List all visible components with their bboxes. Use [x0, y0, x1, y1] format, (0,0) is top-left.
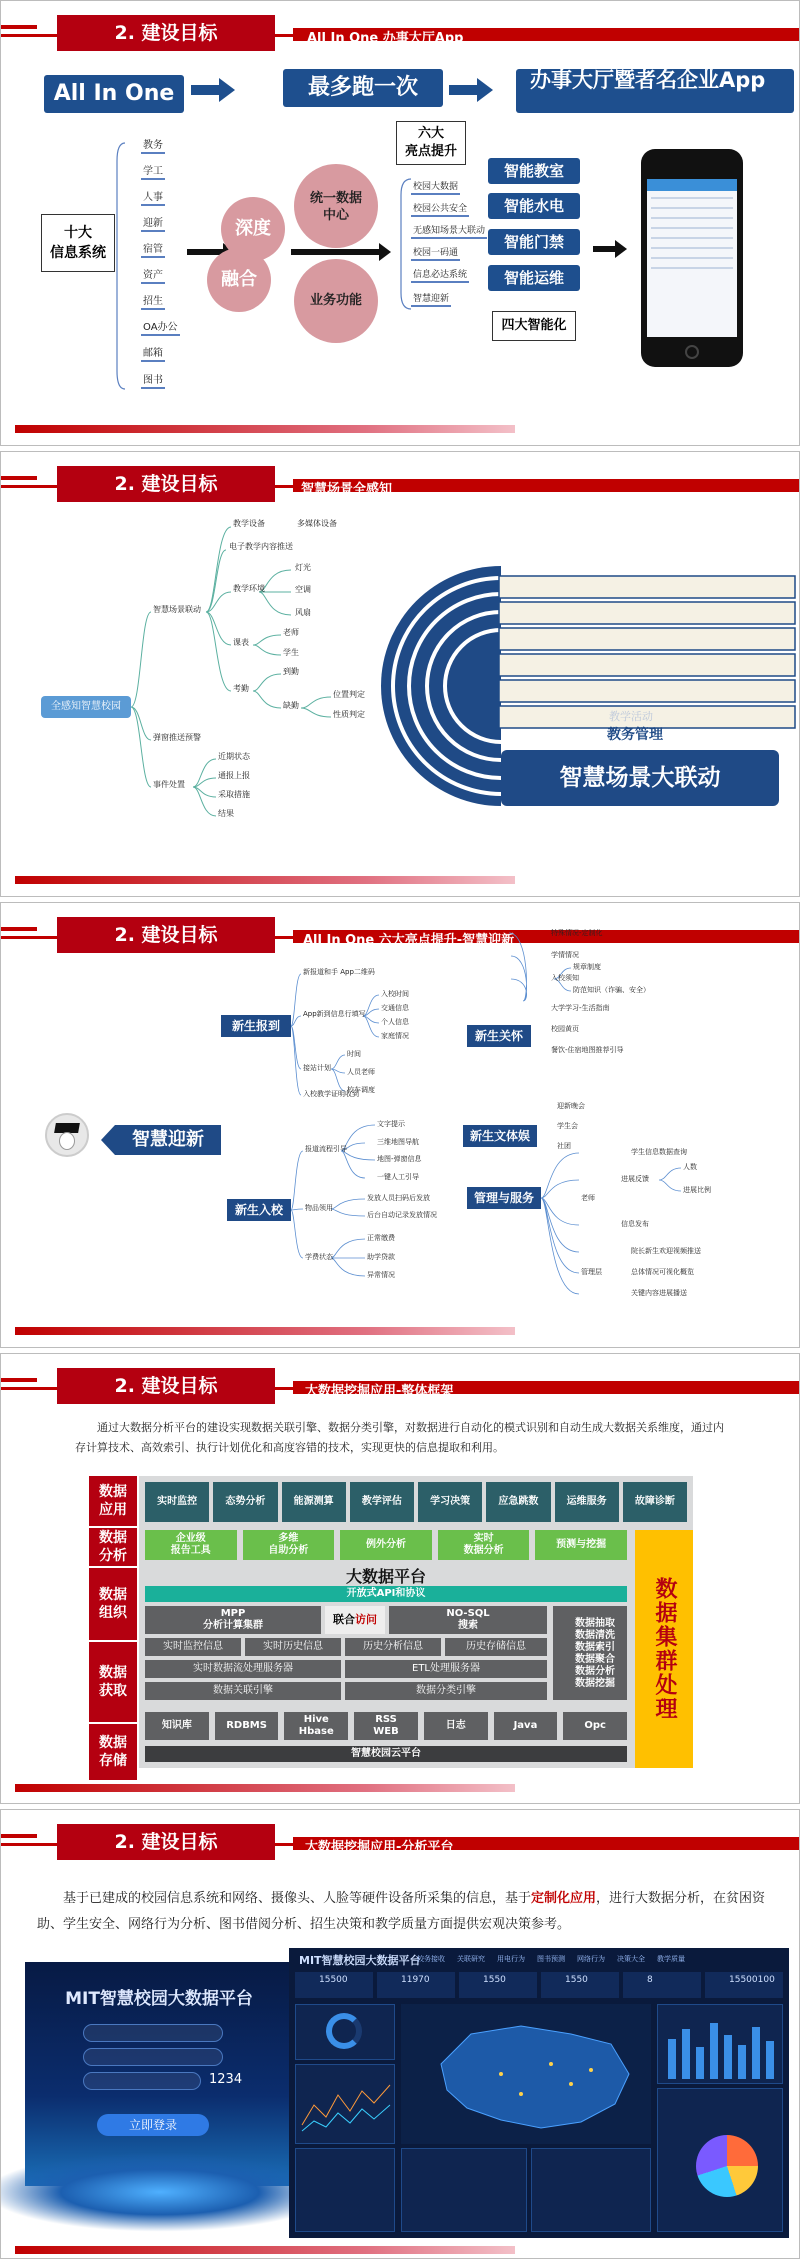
- stat-card: 15500: [295, 1972, 373, 1998]
- circle-data-center: 统一数据 中心: [294, 164, 378, 248]
- smart-item: 智能运维: [488, 265, 580, 291]
- dash-table: [531, 2148, 651, 2232]
- mm-node: 关键内容进展播送: [631, 1289, 687, 1297]
- header-deco: [1, 1834, 37, 1838]
- mm-node: 进展反馈: [621, 1175, 649, 1183]
- mm-node: 新报道和手 App二维码: [303, 968, 375, 976]
- row-label: 数据 获取: [89, 1642, 137, 1722]
- login-screenshot: [25, 1962, 293, 2186]
- mm-node: 餐饮-住宿地图推荐引导: [551, 1046, 624, 1054]
- api-bar: 开放式API和协议: [145, 1586, 627, 1602]
- dash-nav-item[interactable]: 校务接收: [417, 1955, 445, 1963]
- row-label: 数据 存储: [89, 1724, 137, 1780]
- flow-step-2: 最多跑一次: [283, 69, 443, 107]
- arrow-head-icon: [477, 78, 493, 102]
- dash-title: MIT智慧校园大数据平台: [299, 1954, 421, 1967]
- mm-node: 时间: [347, 1050, 361, 1058]
- mm-node: 电子教学内容推送: [229, 542, 293, 551]
- donut-chart: [326, 2013, 362, 2049]
- smart-item: 智能教室: [488, 158, 580, 184]
- slide-subtitle: All In One 办事大厅App: [307, 31, 464, 46]
- process-item: 数据索引: [575, 1642, 615, 1653]
- dash-panel: [657, 2004, 783, 2084]
- flow-step-1: All In One: [44, 75, 184, 113]
- mm-node: 家庭情况: [381, 1032, 409, 1040]
- mm-node: 正常缴费: [367, 1234, 395, 1242]
- system-item: 宿管: [141, 240, 165, 258]
- mm-node: 到勤: [283, 667, 299, 676]
- footer-bar: [15, 1327, 515, 1335]
- storage-cell: Hive Hbase: [284, 1712, 348, 1740]
- slide-title: 2. 建设目标: [57, 1824, 275, 1860]
- mm-node: 老师: [581, 1194, 595, 1202]
- dash-nav-item[interactable]: 用电行为: [497, 1955, 525, 1963]
- acq-cell: 实时监控信息: [145, 1638, 241, 1656]
- row-label: 数据 分析: [89, 1528, 137, 1566]
- mm-node: 后台自动记录发放情况: [367, 1211, 437, 1219]
- center-node: 智慧迎新: [115, 1125, 221, 1155]
- mindmap-lines: [1, 452, 401, 897]
- intro-part: 基于已建成的校园信息系统和网络、摄像头、人脸等硬件设备所采集的信息，基于: [63, 1891, 532, 1906]
- mm-node: 近期状态: [218, 752, 250, 761]
- mindmap-root: 全感知智慧校园: [41, 696, 131, 718]
- analysis-cell: 预测与挖掘: [535, 1530, 627, 1560]
- slide-subtitle: All In One 六大亮点提升-智慧迎新: [303, 933, 515, 948]
- storage-cell: Java: [494, 1712, 558, 1740]
- slide-1: [0, 0, 800, 446]
- mm-node: 结果: [218, 809, 234, 818]
- mm-node: 教学环境: [233, 584, 265, 593]
- acq-cell: ETL处理服务器: [345, 1660, 547, 1678]
- dash-nav-item[interactable]: 关联研究: [457, 1955, 485, 1963]
- slide-title: 2. 建设目标: [57, 466, 275, 502]
- mm-node: 学生信息数据查询: [631, 1148, 687, 1156]
- mm-branch: 事件处置: [153, 780, 185, 789]
- federation-b: 访问: [355, 1613, 377, 1626]
- stat-card: 8: [623, 1972, 701, 1998]
- slide-title: 2. 建设目标: [57, 917, 275, 953]
- row-label: 数据 组织: [89, 1568, 137, 1640]
- highlight-item: 信息必达系统: [411, 267, 469, 283]
- map-panel: [401, 2004, 651, 2144]
- mm-node: 校车调度: [347, 1086, 375, 1094]
- arrow-icon: [593, 246, 617, 252]
- system-item: 邮箱: [141, 344, 165, 362]
- arrow-head-icon: [219, 78, 235, 102]
- mm-node: 考勤: [233, 684, 249, 693]
- platform-title: 大数据平台: [345, 1567, 426, 1586]
- mm-node: 采取措施: [218, 790, 250, 799]
- mm-node: 报道流程引导: [305, 1145, 347, 1153]
- arrow-icon: [291, 249, 381, 255]
- dash-panel: [295, 2004, 395, 2060]
- acq-cell: 历史存储信息: [445, 1638, 547, 1656]
- arrow-icon: [191, 85, 221, 95]
- smart-label: 四大智能化: [492, 311, 576, 341]
- mm-node: 规章制度: [573, 963, 601, 971]
- analysis-cell: 例外分析: [340, 1530, 432, 1560]
- mm-node: 学生会: [557, 1122, 578, 1130]
- login-title: MIT智慧校园大数据平台: [65, 1989, 253, 2009]
- mm-node: 灯光: [295, 563, 311, 572]
- process-item: 数据挖掘: [575, 1678, 615, 1689]
- big-linkage-box: 智慧场景大联动: [501, 750, 779, 806]
- login-button[interactable]: 立即登录: [97, 2114, 209, 2136]
- storage-cell: Opc: [563, 1712, 627, 1740]
- mm-node: 地图-弹窗信息: [377, 1155, 422, 1163]
- china-map: [401, 2004, 651, 2144]
- row-labels: [89, 1476, 137, 1804]
- mm-node: 学生: [283, 648, 299, 657]
- system-item: 人事: [141, 188, 165, 206]
- analysis-row: [145, 1530, 627, 1560]
- footer-bar: [15, 2246, 515, 2254]
- mm-node: 迎新晚会: [557, 1102, 585, 1110]
- highlight-item: 校园公共安全: [411, 201, 469, 217]
- acq-cell: 历史分析信息: [345, 1638, 441, 1656]
- intro-text: [37, 1886, 777, 1938]
- dash-panel: [295, 2064, 395, 2144]
- mm-node: 校园黄页: [551, 1025, 579, 1033]
- arrow-head-icon: [615, 240, 627, 258]
- process-item: 数据抽取: [575, 1618, 615, 1629]
- mm-node: 交通信息: [381, 1004, 409, 1012]
- app-cell: 运维服务: [555, 1482, 619, 1522]
- mm-node: 位置判定: [333, 690, 365, 699]
- highlight-item: 校园大数据: [411, 179, 460, 195]
- mm-node: 三维地图导航: [377, 1138, 419, 1146]
- system-item: 图书: [141, 371, 165, 389]
- mm-node: 入校时间: [381, 990, 409, 998]
- highlight-item: 校园一码通: [411, 245, 460, 261]
- dash-panel: [295, 2148, 395, 2232]
- mm-node: 管理层: [581, 1268, 602, 1276]
- arc-label-faint: 教学活动: [609, 710, 653, 723]
- phone-mockup: [641, 149, 743, 367]
- mm-node: 助学贷款: [367, 1253, 395, 1261]
- mm-node: 院长新生欢迎视频推送: [631, 1247, 701, 1255]
- stat-card: 11970: [377, 1972, 455, 1998]
- smart-item: 智能门禁: [488, 229, 580, 255]
- line-chart: [296, 2065, 396, 2145]
- app-cell: 教学评估: [350, 1482, 414, 1522]
- mm-node: 物品领用: [305, 1204, 333, 1212]
- storage-row: [145, 1712, 627, 1740]
- process-list: [553, 1606, 627, 1700]
- mm-node: 空调: [295, 585, 311, 594]
- group-node: 新生关怀: [467, 1025, 531, 1047]
- app-cell: 故障诊断: [623, 1482, 687, 1522]
- arc-label: 教务管理: [607, 727, 663, 743]
- acq-cell: 数据分类引擎: [345, 1682, 547, 1700]
- stat-card: 15500100: [705, 1972, 783, 1998]
- system-item: OA办公: [141, 318, 180, 336]
- mm-node: 接站计划: [303, 1064, 331, 1072]
- dash-nav-item[interactable]: 教学质量: [657, 1955, 685, 1963]
- mm-node: 大学学习-生活指南: [551, 1004, 610, 1012]
- dash-table: [401, 2148, 527, 2232]
- process-item: 数据清洗: [575, 1630, 615, 1641]
- highlight-item: 无感知场景大联动: [411, 223, 487, 239]
- mm-node: 学情情况: [551, 951, 579, 959]
- mm-node: 老师: [283, 628, 299, 637]
- system-item: 资产: [141, 266, 165, 284]
- smart-item: 智能水电: [488, 193, 580, 219]
- process-item: 数据聚合: [575, 1654, 615, 1665]
- mm-node: 信息发布: [621, 1220, 649, 1228]
- analysis-cell: 多维 自助分析: [243, 1530, 335, 1560]
- arrow-icon: [449, 85, 479, 95]
- mm-node: 人数: [683, 1163, 697, 1171]
- row-label: 数据 应用: [89, 1476, 137, 1526]
- app-cell: 学习决策: [418, 1482, 482, 1522]
- slide-subtitle: 大数据挖掘应用-分析平台: [305, 1840, 454, 1855]
- cloud-bar: 智慧校园云平台: [145, 1746, 627, 1762]
- stat-card: 1550: [459, 1972, 537, 1998]
- group-node: 新生报到: [221, 1015, 291, 1037]
- highlight-item: 智慧迎新: [411, 291, 451, 307]
- circle-depth: 深度: [221, 197, 285, 261]
- earth-glow: [0, 2152, 335, 2232]
- systems-label: 十大 信息系统: [41, 214, 115, 272]
- storage-cell: 知识库: [145, 1712, 209, 1740]
- dash-nav-item[interactable]: 图书预测: [537, 1955, 565, 1963]
- app-cell: 实时监控: [145, 1482, 209, 1522]
- acq-cell: 数据关联引擎: [145, 1682, 341, 1700]
- app-row: [145, 1482, 687, 1522]
- intro-highlight: 定制化应用: [531, 1891, 597, 1906]
- mm-node: 人员老师: [347, 1068, 375, 1076]
- system-item: 教务: [141, 136, 165, 154]
- storage-cell: RSS WEB: [354, 1712, 418, 1740]
- mm-node: 缺勤: [283, 701, 299, 710]
- mm-node: 多媒体设备: [297, 519, 337, 528]
- mm-node: 风扇: [295, 608, 311, 617]
- acq-cell: 实时数据流处理服务器: [145, 1660, 341, 1678]
- mm-node: 入校须知: [551, 974, 579, 982]
- storage-cell: RDBMS: [215, 1712, 279, 1740]
- system-item: 迎新: [141, 214, 165, 232]
- mm-branch: 智慧场景联动: [153, 605, 201, 614]
- slide-4: [0, 1353, 800, 1804]
- stat-card: 1550: [541, 1972, 619, 1998]
- password-field[interactable]: [83, 2048, 223, 2066]
- header-deco: [1, 25, 37, 29]
- intro-text: 通过大数据分析平台的建设实现数据关联引擎、数据分类引擎，对数据进行自动化的模式识别和自动生成大数据关系维度，通过内存计算技术、高效索引、执行计划优化和高度容错的技术，实现更快的信息提取和利用。: [75, 1421, 724, 1454]
- stats-row: [295, 1972, 783, 1998]
- arrow-head-icon: [379, 243, 391, 261]
- slide-2: [0, 451, 800, 897]
- mm-node: 特殊情况-定制化: [551, 929, 603, 937]
- acq-cell: 实时历史信息: [245, 1638, 341, 1656]
- mm-node: 教学设备: [233, 519, 265, 528]
- mm-node: 一键人工引导: [377, 1173, 419, 1181]
- system-item: 招生: [141, 292, 165, 310]
- header-deco: [1, 1378, 37, 1382]
- slide-title: 2. 建设目标: [57, 15, 275, 51]
- mm-node: App新到信息行填写: [303, 1010, 366, 1018]
- mm-node: 文字提示: [377, 1120, 405, 1128]
- analysis-cell: 企业级 报告工具: [145, 1530, 237, 1560]
- slide-3: [0, 902, 800, 1348]
- process-item: 数据分析: [575, 1666, 615, 1677]
- captcha-code: 1234: [209, 2072, 243, 2087]
- flow-step-3: 办事大厅暨者名企业App: [516, 69, 794, 113]
- circle-fusion: 融合: [207, 248, 271, 312]
- mm-node: 性质判定: [333, 710, 365, 719]
- footer-bar: [15, 876, 515, 884]
- app-cell: 态势分析: [213, 1482, 277, 1522]
- slide-5: [0, 1809, 800, 2259]
- mm-node: 学费状态: [305, 1253, 333, 1261]
- mm-node: 通报上报: [218, 771, 250, 780]
- slide-title: 2. 建设目标: [57, 1368, 275, 1404]
- nosql-box: NO-SQL 搜索: [389, 1606, 547, 1634]
- slide-subtitle: 大数据挖掘应用-整体框架: [305, 1384, 454, 1399]
- mm-node: 总体情况可视化概览: [631, 1268, 694, 1276]
- bar-chart: [658, 2005, 784, 2085]
- mm-node: 发放人员扫码后发放: [367, 1194, 430, 1202]
- mm-node: 个人信息: [381, 1018, 409, 1026]
- highlights-label: 六大 亮点提升: [396, 121, 466, 165]
- circle-business: 业务功能: [294, 259, 378, 343]
- system-item: 学工: [141, 162, 165, 180]
- mpp-box: MPP 分析计算集群: [145, 1606, 321, 1634]
- mm-node: 进展比例: [683, 1186, 711, 1194]
- captcha-field[interactable]: [83, 2072, 201, 2090]
- app-cell: 应急跳数: [486, 1482, 550, 1522]
- mm-node: 入校教学证明收到: [303, 1090, 359, 1098]
- home-button-icon: [685, 345, 699, 359]
- cluster-bar: 数据集群处理: [635, 1530, 693, 1768]
- analysis-cell: 实时 数据分析: [438, 1530, 530, 1560]
- mm-node: 社团: [557, 1142, 571, 1150]
- mm-node: 课表: [233, 638, 249, 647]
- storage-cell: 日志: [424, 1712, 488, 1740]
- federation-a: 联合: [333, 1613, 355, 1626]
- footer-bar: [15, 425, 515, 433]
- dash-panel: [657, 2088, 783, 2232]
- dashboard-screenshot: [289, 1948, 789, 2238]
- intro-part: ，进行大数据分析，在贫困资助、学生安全、网络行为分析、图书借阅分析、招生决策和教学质量方面提供宏观决策参考。: [37, 1891, 766, 1932]
- username-field[interactable]: [83, 2024, 223, 2042]
- group-node: 新生入校: [227, 1199, 291, 1221]
- federation-box: [325, 1606, 385, 1634]
- phone-screen: [647, 179, 737, 337]
- app-cell: 能源测算: [282, 1482, 346, 1522]
- mm-node: 异常情况: [367, 1271, 395, 1279]
- dash-nav-item[interactable]: 决策大全: [617, 1955, 645, 1963]
- footer-bar: [15, 1784, 515, 1792]
- dash-nav-item[interactable]: 网络行为: [577, 1955, 605, 1963]
- mm-node: 防范知识（诈骗、安全）: [573, 986, 650, 994]
- pie-chart: [696, 2135, 758, 2197]
- mm-branch: 弹窗推送预警: [153, 733, 201, 742]
- dash-nav: [417, 1954, 685, 1964]
- group-node: 管理与服务: [467, 1187, 541, 1209]
- slide-subtitle: 智慧场景全感知: [301, 482, 393, 497]
- group-node: 新生文体娱: [463, 1125, 537, 1147]
